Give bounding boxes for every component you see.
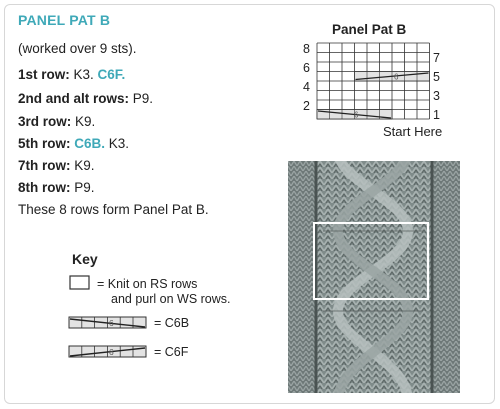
- start-here-label: Start Here: [383, 124, 443, 139]
- row-cable-accent: C6F.: [97, 67, 126, 82]
- chart-cable-number: 6: [394, 72, 399, 82]
- chart-row-number: 5: [433, 70, 440, 84]
- row-cable-accent: C6B.: [74, 136, 106, 151]
- knit-square-symbol: [69, 275, 91, 291]
- row-1-instruction: [18, 67, 125, 82]
- c6f-cable-number: 6: [109, 347, 114, 357]
- chart-row-number: 1: [433, 108, 440, 122]
- row-3-instruction: [18, 114, 95, 129]
- row-text: P9.: [70, 180, 95, 195]
- row-text-after: K3.: [105, 136, 130, 151]
- key-knit-line-2: and purl on WS rows.: [111, 292, 231, 306]
- row-5-instruction: [18, 136, 129, 151]
- chart-title: Panel Pat B: [332, 22, 407, 37]
- c6b-cable-number: 6: [109, 318, 114, 328]
- pattern-summary: These 8 rows form Panel Pat B.: [18, 202, 209, 217]
- c6b-cable-symbol: [68, 316, 148, 330]
- row-text: P9.: [129, 91, 154, 106]
- row-label: 1st row:: [18, 67, 70, 82]
- chart-row-number: 3: [433, 89, 440, 103]
- chart-row-number: 4: [303, 80, 310, 94]
- row-label: 8th row:: [18, 180, 71, 195]
- chart-row-number: 7: [433, 51, 440, 65]
- chart-row-number: 6: [303, 61, 310, 75]
- c6f-cable-symbol: [68, 345, 148, 359]
- row-text: K9.: [71, 114, 96, 129]
- row-8-instruction: [18, 180, 95, 195]
- row-7-instruction: [18, 158, 95, 173]
- row-text: K3.: [69, 67, 98, 82]
- key-title: Key: [72, 251, 98, 267]
- row-label: 5th row:: [18, 136, 71, 151]
- chart-cable-row-1: [317, 110, 392, 120]
- chart-row-number: 2: [303, 99, 310, 113]
- row-label: 7th row:: [18, 158, 71, 173]
- pattern-title: PANEL PAT B: [18, 12, 111, 28]
- chart-cable-row-5: [355, 72, 430, 82]
- row-label: 2nd and alt rows:: [18, 91, 130, 106]
- row-text: K9.: [70, 158, 95, 173]
- chart-cable-number: 6: [354, 110, 359, 120]
- row-label: 3rd row:: [18, 114, 72, 129]
- stitch-chart-grid: [316, 42, 431, 121]
- worked-over-note: (worked over 9 sts).: [18, 41, 137, 56]
- key-c6f-label: = C6F: [154, 345, 189, 359]
- key-knit-line-1: = Knit on RS rows: [97, 277, 198, 291]
- row-2-instruction: [18, 91, 153, 106]
- knitted-swatch-photo: [288, 161, 460, 393]
- chart-row-number: 8: [303, 42, 310, 56]
- key-c6b-label: = C6B: [154, 316, 190, 330]
